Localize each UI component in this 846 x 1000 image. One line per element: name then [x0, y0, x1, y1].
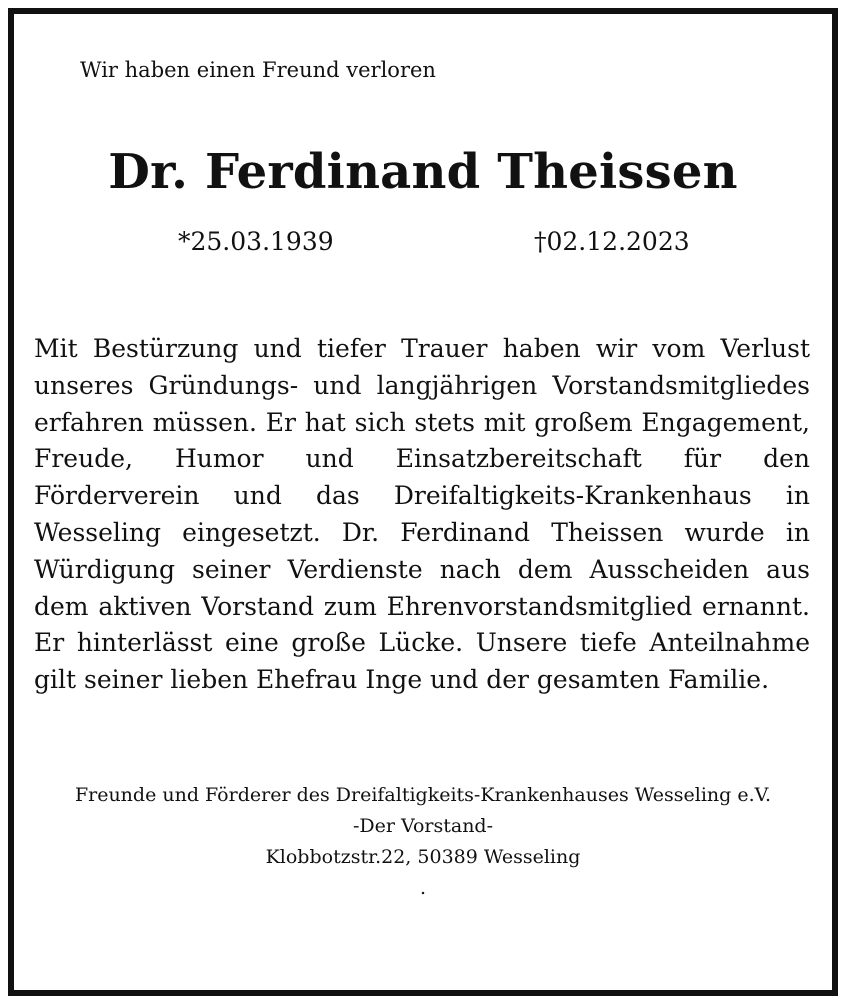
text-line: Würdigung seiner Verdienste nach dem Ausscheiden aus — [34, 554, 810, 584]
trailing-mark: . — [419, 877, 427, 899]
board-signature: -Der Vorstand- — [352, 815, 494, 837]
text-line: Förderverein und das Dreifaltigkeits-Krankenhaus in — [34, 481, 810, 511]
text-line: erfahren müssen. Er hat sich stets mit großem Engagement, — [34, 407, 810, 437]
text-line: Freude, Humor und Einsatzbereitschaft für den — [34, 444, 810, 474]
text-line: Er hinterlässt eine große Lücke. Unsere tiefe Anteilnahme — [34, 628, 810, 658]
text-line: dem aktiven Vorstand zum Ehrenvorstandsmitglied ernannt. — [34, 591, 810, 621]
text-line: gilt seiner lieben Ehefrau Inge und der gesamten Familie. — [34, 665, 770, 695]
text-line: Mit Bestürzung und tiefer Trauer haben wir vom Verlust — [34, 334, 810, 363]
intro-line: Wir haben einen Freund verloren — [80, 58, 436, 82]
obituary-text — [34, 331, 810, 699]
deceased-name: Dr. Ferdinand Theissen — [108, 144, 738, 200]
address: Klobbotzstr.22, 50389 Wesseling — [265, 846, 581, 868]
text-line: unseres Gründungs- und langjährigen Vorstandsmitgliedes — [34, 370, 810, 400]
text-line: Wesseling eingesetzt. Dr. Ferdinand Theissen wurde in — [34, 517, 810, 547]
organization-name: Freunde und Förderer des Dreifaltigkeits-Krankenhauses Wesseling e.V. — [74, 784, 772, 806]
birth-date: *25.03.1939 — [178, 227, 334, 256]
death-date: †02.12.2023 — [534, 227, 690, 256]
signature-block — [0, 780, 846, 904]
